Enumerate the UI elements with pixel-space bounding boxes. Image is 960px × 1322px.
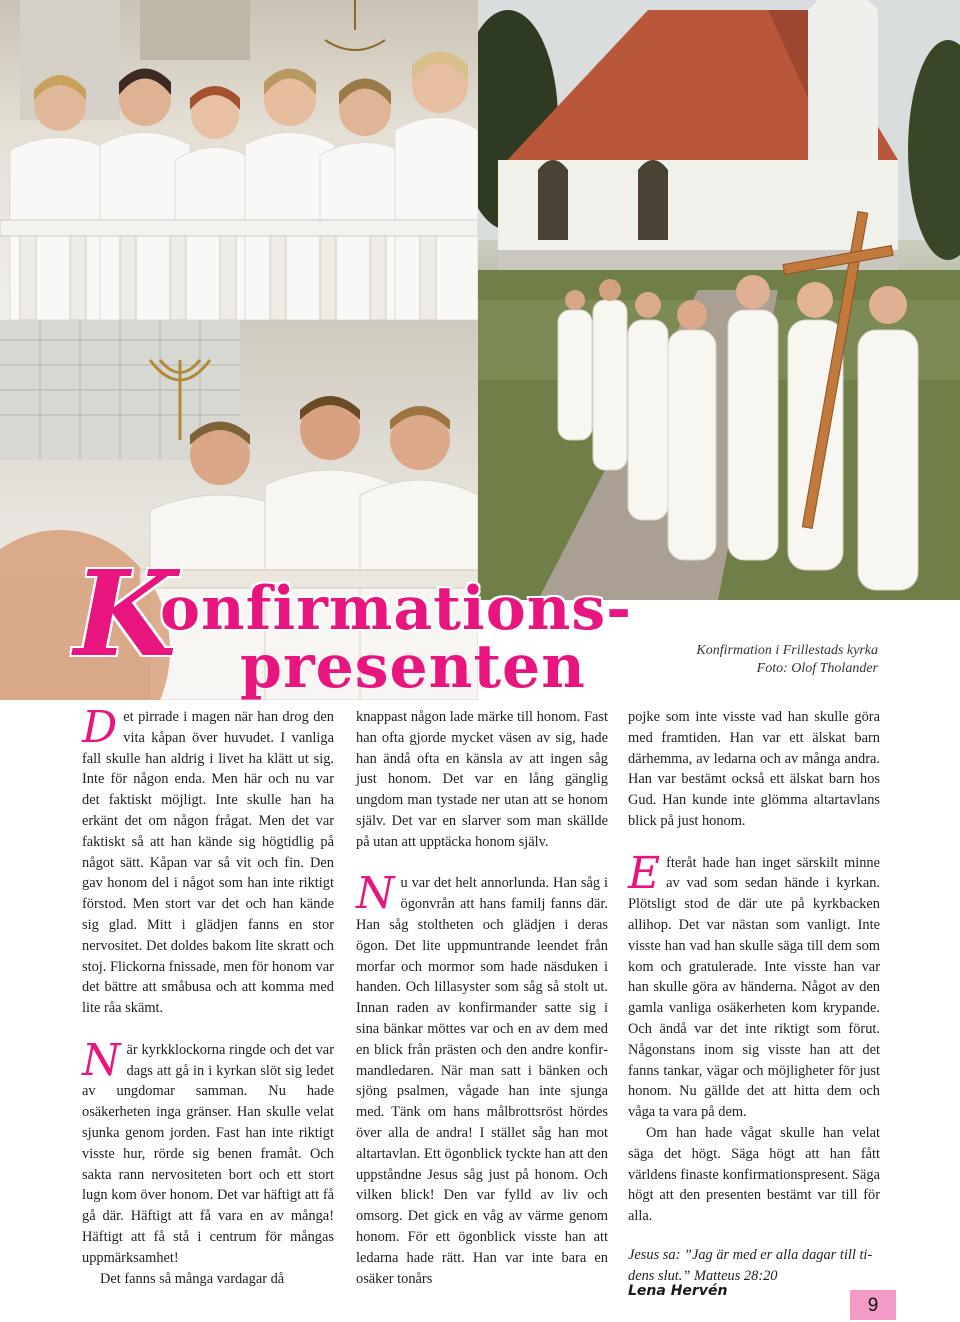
- headline-line-2: presenten: [240, 632, 586, 702]
- confirmands-on-balcony-photo: [0, 0, 478, 320]
- headline-line-1: onfirmations-: [160, 574, 633, 644]
- paragraph: [82, 1034, 334, 1269]
- caption-place: Konfirmation i Frillestads kyrka: [696, 643, 878, 658]
- paragraph: [82, 702, 334, 1019]
- paragraph-text: Om han hade vågat skulle han velat säga det högt. Säga högt att han fått världens finaste konfirmationspresent. Säga högt att den presenten bestämt var till för alla.: [628, 1124, 880, 1225]
- paragraph: [356, 707, 608, 853]
- photo-caption: [696, 642, 878, 678]
- paragraph: [356, 868, 608, 1289]
- procession-illustration: [478, 0, 960, 600]
- drop-cap: E: [628, 847, 661, 899]
- headline-initial: K: [74, 544, 177, 683]
- caption-photo-credit: Foto: Olof Tholander: [756, 661, 878, 676]
- balcony-illustration: [0, 0, 478, 320]
- paragraph: [628, 1123, 880, 1227]
- paragraph: [628, 847, 880, 1123]
- drop-cap: D: [82, 702, 118, 753]
- text-column-3: [628, 707, 880, 1287]
- procession-with-cross-photo: [478, 0, 960, 600]
- paragraph-text: u var det helt annorlunda. Han såg i ögonvrån att hans familj fanns där. Han såg stoltheten och glädjen i deras ögon. Det lite uppmuntrande leendet från morfar och mormor som hade näsduken i handen. Och lillasyster som såg så stolt ut. Innan raden av konfirmander satte sig i sina bänkar möttes var och en av dem med en blick från prästen och den andre konfirmandledaren. När man satt i bänken och sjöng psalmen, vågade han inte sjunga med. Tänk om hans målbrottsröst hördes över alla de andra! I stället såg han mot altartavlan. Ett ögonblick tyckte han att den uppståndne Jesus såg just på honom. Och vilken blick! Den var fylld av liv och omsorg. Det gick en våg av värme genom honom. För ett ögonblick visste han att ledarna hade rätt. Han var inte bara en osäker tonårs: [356, 875, 608, 1287]
- author-byline: Lena Hervén: [628, 1283, 728, 1299]
- text-column-2: [356, 707, 608, 1289]
- page-number: 9: [850, 1290, 896, 1320]
- paragraph-text: knappast någon lade märke till honom. Fast han ofta gjorde mycket väsen av sig, hade han ändå ofta en känsla av att ingen såg just honom. Det var en lång gänglig ungdom man tystade ner utan att se honom själv. Det var en slarver som man skällde på utan att upptäcka honom själv.: [356, 709, 608, 850]
- drop-cap: N: [356, 868, 395, 920]
- paragraph-text: är kyrkklockorna ringde och det var dags att gå in i kyrkan slöt sig ledet av ungdomar samman. Nu hade osäkerheten inga gränser. Han skulle velat sjunka genom jorden. Fast han inte riktigt visste hur, rörde sig benen framåt. Och sakta rann nervositeten bort och ett stort lugn kom över honom. Det var häftigt att få gå där. Häftigt att få vara en av många! Häftigt att få stå i centrum för mångas uppmärksamhet!: [82, 1041, 334, 1266]
- drop-cap: N: [82, 1034, 121, 1086]
- article-headline: [0, 544, 960, 705]
- text-column-1: [82, 702, 334, 1289]
- paragraph-text: fteråt hade han inget särskilt minne av vad som sedan hände i kyrkan. Plötsligt stod de där ute på kyrkbacken allihop. Det var nästan som vanligt. Inte visste han vad han skulle säga till dem som kom och gratulerade. Inte visste han var han skulle göra av händerna. Något av den gamla vanliga osäkerheten kom krypande. Och ändå var det inte riktigt som förut. Någonstans inom sig visste han att det fanns tankar, vägar och möjligheter för just honom. Nu gällde det att hitta dem och våga ta vara på dem.: [628, 854, 880, 1121]
- bible-quote: Jesus sa: ”Jag är med er alla dagar till tidens slut.” Matteus 28:20: [628, 1246, 873, 1284]
- paragraph-text: Det fanns så många vardagar då: [100, 1270, 285, 1287]
- paragraph: [628, 707, 880, 832]
- paragraph-text: et pirrade i magen när han drog den vita kåpan över huvudet. I vanliga fall skulle han aldrig i livet ha klätt ut sig. Inte för någon enda. Men här och nu var det faktiskt möjligt. Inte skulle han ha erkänt det om någon frågat. Men det var faktiskt så att han kände sig högtidlig på något sätt. Kåpan var så vit och fin. Den gav honom del i något som han inte riktigt förstod. Men stort var det och han kände sig glad. Mitt i glädjen fanns en stor nervositet. Det doldes bakom lite skratt och stoj. Flickorna fnissade, men för honom var det bättre att småbusa och att komma med lite råa skämt.: [82, 709, 334, 1017]
- paragraph: [82, 1269, 334, 1290]
- paragraph-text: pojke som inte visste vad han skulle göra med framtiden. Han var ett älskat barn därhemma, av ledarna och av många andra. Han var bestämt också ett älskat barn hos Gud. Han kunde inte glömma altartavlans blick på just honom.: [628, 709, 880, 829]
